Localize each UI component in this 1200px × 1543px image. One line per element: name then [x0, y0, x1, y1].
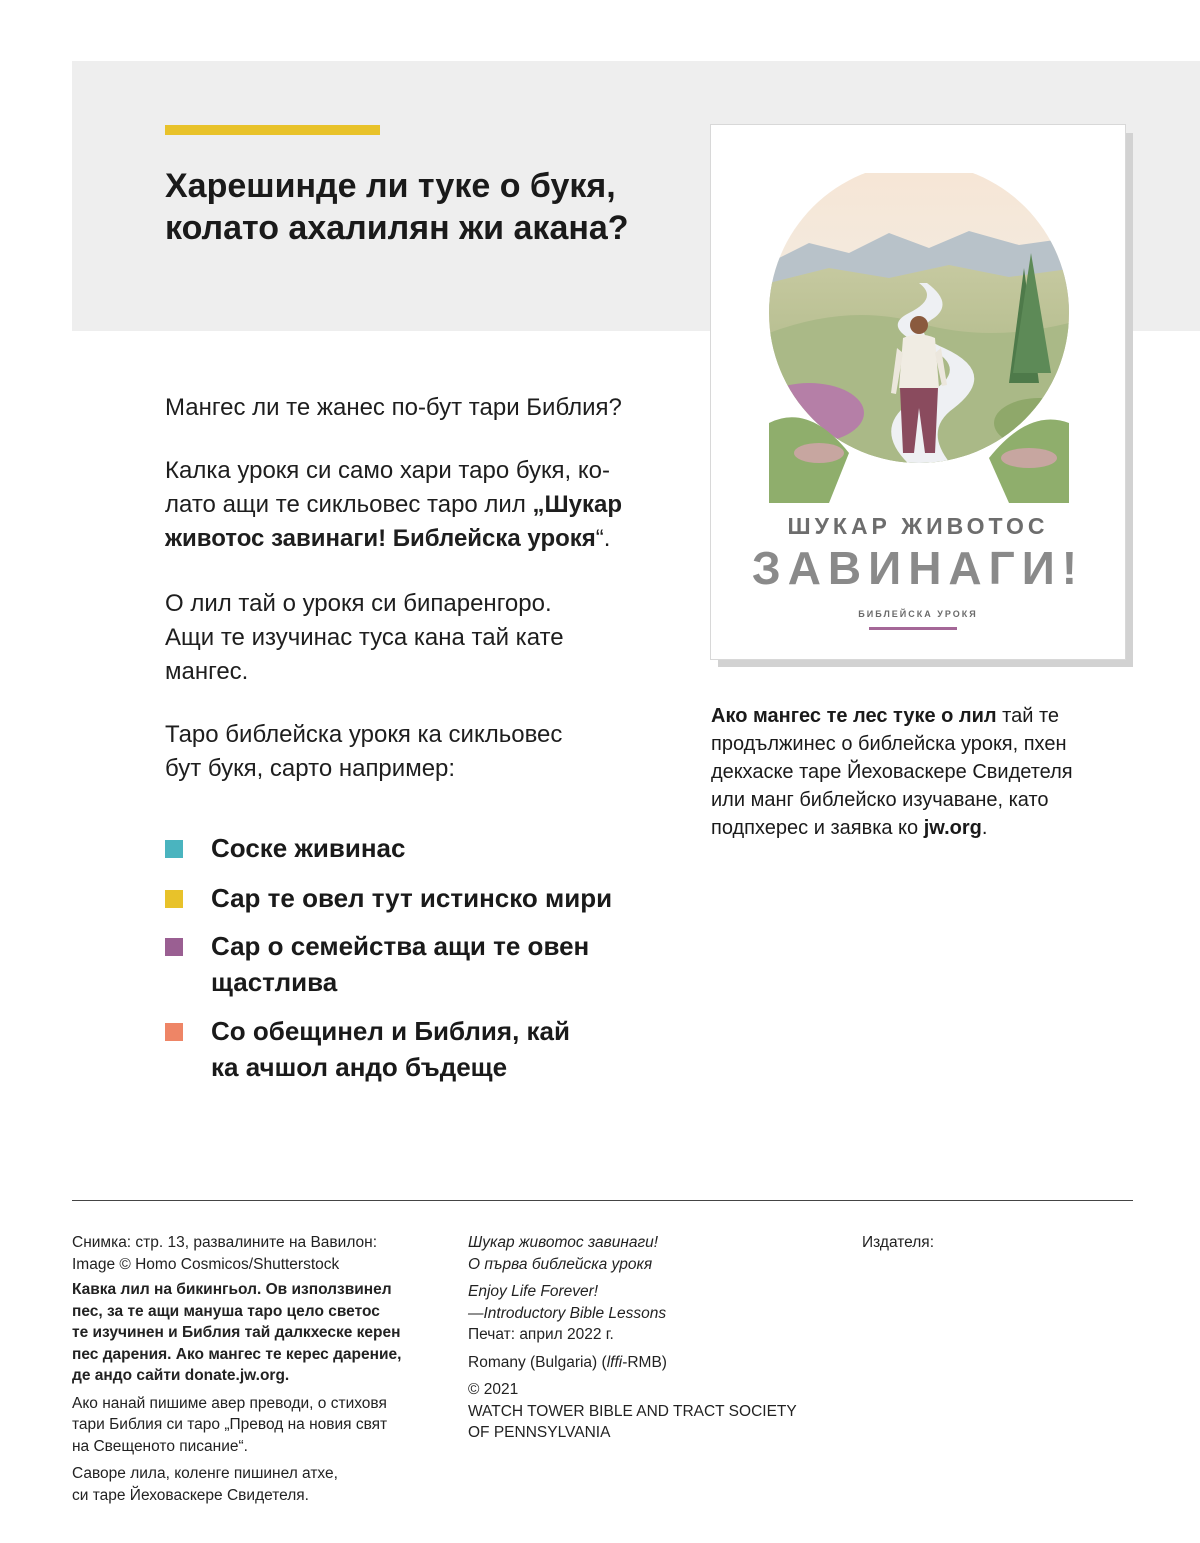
language-code: Romany (Bulgaria) (lffi-RMB)	[468, 1353, 667, 1371]
p2-line-2: лато ащи те сикльовес таро лил „Шукар	[165, 491, 622, 518]
publication-title: Шукар животос завинаги! О първа библейска урокя	[468, 1234, 659, 1273]
intro-paragraph-2	[165, 454, 695, 556]
accent-bar	[165, 125, 380, 135]
bullet-square	[165, 840, 183, 858]
footer-divider	[72, 1200, 1133, 1201]
title-line-1: Харешинде ли туке о букя,	[165, 167, 616, 205]
intro-paragraph-3	[165, 587, 695, 689]
jw-org-link[interactable]: jw.org	[923, 817, 982, 839]
cover-title-big: ЗАВИНАГИ!	[751, 542, 1085, 594]
book-cover	[710, 124, 1126, 660]
publisher-label: Издателя:	[862, 1234, 935, 1251]
cover-illustration	[769, 173, 1069, 503]
cover-title-small: ШУКАР ЖИВОТОС	[787, 513, 1049, 539]
footer-column-1	[72, 1232, 442, 1506]
bullet-square	[165, 890, 183, 908]
p4-line-1: Таро библейска урокя ка сикльовес	[165, 721, 563, 748]
photo-note: Саворе лила, коленге пишинел атхе, си таре Йеховаскере Свидетеля.	[72, 1465, 338, 1504]
bullet-square	[165, 938, 183, 956]
print-date: Печат: април 2022 г.	[468, 1326, 614, 1343]
cover-accent-rule	[869, 627, 957, 630]
translation-note: Ако нанай пишиме авер преводи, о стиховя тари Библия си таро „Превод на новия свят на Свещеното писание“.	[72, 1394, 388, 1455]
intro-question: Мангес ли те жанес по-бут тари Библия?	[165, 394, 622, 421]
page-title	[165, 165, 685, 249]
cover-subtitle: БИБЛЕЙСКА УРОКЯ	[858, 609, 978, 619]
p3-line-1: О лил тай о урокя си бипаренгоро.	[165, 590, 552, 617]
donation-note: Кавка лил на бикингьол. Ов използвинел пес, за те ащи мануша таро цело светос те изучинен и Библия тай далкхеске керен пес дарения. Ако мангес те керес дарение, де андо сайти donate.jw.org.	[72, 1281, 402, 1384]
footer-column-2	[468, 1232, 828, 1444]
footer-column-3	[862, 1232, 1122, 1254]
english-title: Enjoy Life Forever! —Introductory Bible Lessons	[468, 1283, 667, 1322]
copyright: © 2021 WATCH TOWER BIBLE AND TRACT SOCIETY OF PENNSYLVANIA	[468, 1381, 797, 1441]
photo-credit: Снимка: стр. 13, развалините на Вавилон: Image © Homo Cosmicos/Shutterstock	[72, 1234, 378, 1273]
p3-line-2: Ащи те изучинас туса кана тай кате	[165, 624, 564, 651]
p3-line-3: мангес.	[165, 658, 249, 685]
p4-line-2: бут букя, сарто например:	[165, 755, 456, 782]
intro-paragraph-4	[165, 718, 695, 786]
p2-line-1: Калка урокя си само хари таро букя, ко-	[165, 457, 610, 484]
p2-line-3: животос завинаги! Библейска урокя“.	[165, 525, 611, 552]
bullet-square	[165, 1023, 183, 1041]
title-line-2: колато ахалилян жи акана?	[165, 209, 629, 247]
side-note: Ако мангес те лес туке о лил тай те продължинес о библейска урокя, пхен декхаске таре Йеховаскере Свидетеля или манг библейско изучаване, като подпхерес и заявка ко jw.org.	[711, 705, 1073, 839]
